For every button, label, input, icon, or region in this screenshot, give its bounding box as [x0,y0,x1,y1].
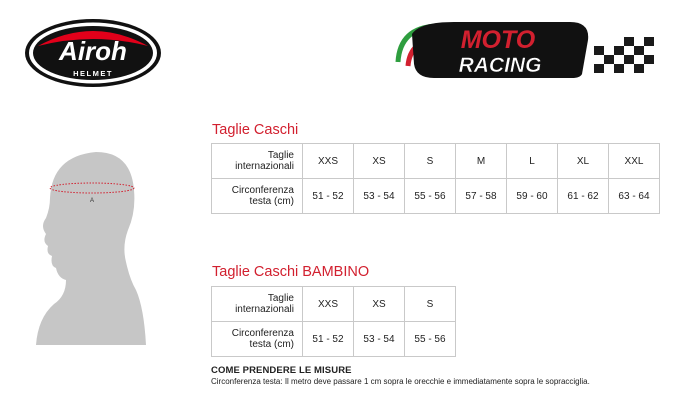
size-cell: S [405,144,456,179]
moto-racing-logo [394,18,664,80]
measure-cell: 59 - 60 [507,179,558,214]
size-cell: XS [354,287,405,322]
airoh-helmet-text: HELMET [73,69,113,78]
measure-cell: 55 - 56 [405,322,456,357]
size-cell: XS [354,144,405,179]
checkered-flag-icon [594,37,654,73]
child-sizes-title: Taglie Caschi BAMBINO [212,264,370,280]
size-cell: XXS [303,287,354,322]
child-size-table [211,286,456,357]
airoh-logo [24,18,162,88]
measure-marker-label: A [90,198,95,204]
adult-size-table [211,143,660,214]
size-cell: M [456,144,507,179]
measure-cell: 53 - 54 [354,322,405,357]
how-to-measure-title: COME PRENDERE LE MISURE [211,365,352,376]
header-row-label: Taglie internazionali [212,287,303,322]
measure-cell: 55 - 56 [405,179,456,214]
measure-cell: 61 - 62 [558,179,609,214]
adult-sizes-title: Taglie Caschi [212,122,299,138]
value-row-label: Circonferenza testa (cm) [212,179,303,214]
table-row [212,144,660,179]
table-row [212,179,660,214]
table-row [212,287,456,322]
racing-wordmark: RACING [458,54,542,77]
size-cell: L [507,144,558,179]
size-cell: XXS [303,144,354,179]
table-row [212,322,456,357]
measure-cell: 51 - 52 [303,322,354,357]
value-row-label: Circonferenza testa (cm) [212,322,303,357]
size-cell: S [405,287,456,322]
measure-cell: 51 - 52 [303,179,354,214]
size-cell: XXL [609,144,660,179]
measure-cell: 53 - 54 [354,179,405,214]
how-to-measure-text: Circonferenza testa: Il metro deve passare 1 cm sopra le orecchie e immediatamente sopra le sopracciglia. [211,377,590,386]
moto-wordmark: MOTO [460,26,536,54]
size-cell: XL [558,144,609,179]
head-silhouette [36,150,146,345]
airoh-wordmark: Airoh [59,36,127,66]
header-row-label: Taglie internazionali [212,144,303,179]
measure-cell: 63 - 64 [609,179,660,214]
measure-cell: 57 - 58 [456,179,507,214]
